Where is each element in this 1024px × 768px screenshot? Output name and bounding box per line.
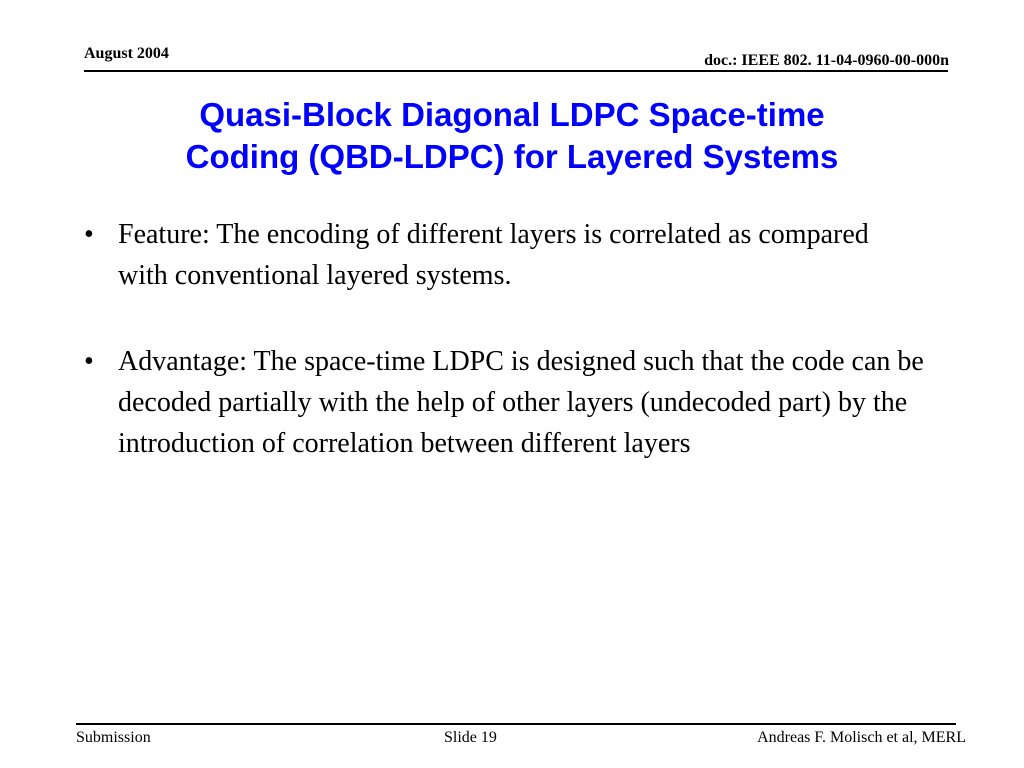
bullet-text-advantage: Advantage: The space-time LDPC is designed such that the code can be decoded partially with the help of other layers (undecoded part) by the introduction of correlation between different layers [118, 346, 924, 459]
bullet-item-feature [84, 214, 924, 296]
footer-author: Andreas F. Molisch et al, MERL [757, 729, 966, 746]
bullet-marker: • [84, 219, 94, 250]
bullet-list [84, 214, 924, 509]
footer-divider [76, 723, 956, 725]
header-divider [84, 70, 948, 72]
bullet-item-advantage [84, 341, 924, 464]
bullet-text-feature: Feature: The encoding of different layers is correlated as compared with conventional layered systems. [118, 219, 869, 291]
footer-slide-number: Slide 19 [444, 729, 497, 746]
bullet-marker: • [84, 346, 94, 377]
header-date: August 2004 [84, 45, 169, 62]
slide-title-line-2: Coding (QBD-LDPC) for Layered Systems [185, 138, 839, 175]
header-doc-id: doc.: IEEE 802. 11-04-0960-00-000n [704, 52, 949, 69]
footer-submission: Submission [76, 729, 151, 746]
slide-title [80, 94, 944, 178]
slide-title-line-1: Quasi-Block Diagonal LDPC Space-time [199, 96, 825, 133]
